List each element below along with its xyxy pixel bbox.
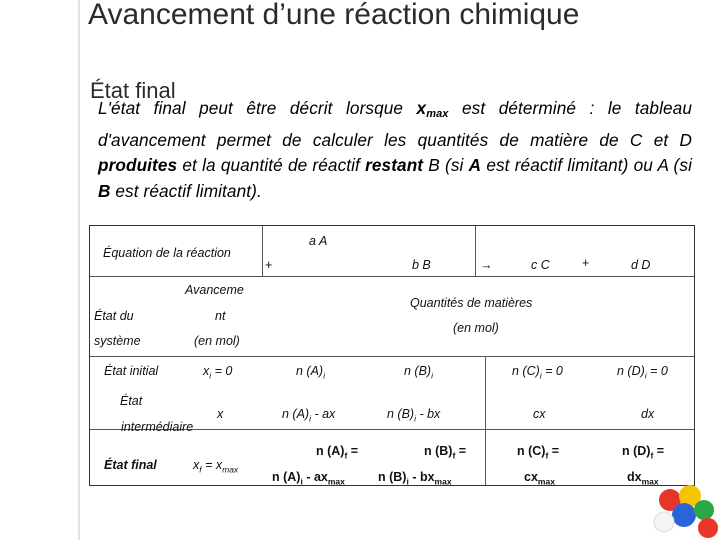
para-restant: restant <box>365 155 424 175</box>
row-inter-label-2: intermédiaire <box>121 420 194 434</box>
para-text-4: B (si <box>423 155 469 175</box>
hdr-quantites-unit: (en mol) <box>453 321 499 335</box>
equation-label: Équation de la réaction <box>103 246 231 260</box>
balloon-red-2 <box>698 518 718 538</box>
row-final-nA-top: n $(A)_f$ = <box>316 444 359 461</box>
row-inter-x: x <box>217 407 224 421</box>
advancement-table <box>89 225 695 486</box>
slide-title: Avancement d’une réaction chimique <box>88 0 580 31</box>
hdr-etat-du: État du <box>94 309 134 323</box>
hdr-avancement-unit: (en mol) <box>194 334 240 348</box>
row-initial-x: $x_i = 0$ <box>203 364 233 381</box>
para-text-1: L'état final peut être décrit lorsque <box>98 98 417 118</box>
row-initial-nC: n $(C)_i = 0$ <box>512 364 563 381</box>
row-final-nC-bot: $cx_{max}$ <box>524 470 555 487</box>
col-divider-b-c <box>485 356 486 485</box>
row-inter-nD: dx <box>641 407 655 421</box>
para-text-3: et la quantité de réactif <box>177 155 366 175</box>
para-A: A <box>468 155 482 175</box>
balloons-decoration <box>648 482 720 540</box>
col-divider-eq <box>262 226 263 276</box>
para-xmax: xmax <box>416 98 449 120</box>
row-inter-nB: n $(B)_i$ - bx <box>387 407 441 424</box>
hdr-avancement-2: nt <box>215 309 226 323</box>
row-inter-nC: cx <box>533 407 546 421</box>
row-inter-nA: n $(A)_i$ - ax <box>282 407 336 424</box>
para-text-6: est réactif limitant). <box>110 180 262 201</box>
hdr-quantites: Quantités de matières <box>410 296 533 310</box>
eq-plus-2: + <box>582 256 590 270</box>
row-final-nB-top: n $(B)_f$ = <box>424 444 467 461</box>
row-divider-initial <box>90 356 694 357</box>
eq-plus-1: + <box>265 258 273 272</box>
explanation-paragraph <box>98 96 692 204</box>
balloon-green <box>694 500 714 520</box>
balloon-blue <box>672 503 696 527</box>
row-final-x: $x_f = x_{max}$ <box>193 458 239 475</box>
row-final-label: État final <box>104 458 157 472</box>
row-final-nA-bot: n $(A)_i - ax_{max}$ <box>272 470 345 487</box>
para-text-2: est déterminé : le tableau d'avancement permet de calculer les quantités de matière de C et D <box>98 98 692 150</box>
slide-subtitle: État final <box>90 78 176 103</box>
row-initial-nD: n $(D)_i = 0$ <box>617 364 668 381</box>
para-produites: produites <box>98 155 178 175</box>
balloon-white <box>654 512 674 532</box>
eq-cC: c C <box>531 258 550 272</box>
row-divider-header <box>90 276 694 277</box>
row-inter-label-1: État <box>120 394 143 408</box>
hdr-systeme: système <box>94 334 141 348</box>
row-final-nD-bot: $dx_{max}$ <box>627 470 659 487</box>
row-final-nD-top: n $(D)_f$ = <box>622 444 665 461</box>
slide-left-rule <box>78 0 80 540</box>
eq-dD: d D <box>631 258 651 272</box>
row-initial-nB: n $(B)_i$ <box>404 364 433 381</box>
row-final-nB-bot: n $(B)_i - bx_{max}$ <box>378 470 452 487</box>
para-B: B <box>98 180 111 201</box>
hdr-avancement-1: Avanceme <box>185 283 244 297</box>
row-final-nC-top: n $(C)_f$ = <box>517 444 560 461</box>
eq-arrow: → <box>480 258 493 272</box>
row-initial-nA: n $(A)_i$ <box>296 364 325 381</box>
para-text-5: est réactif limitant) ou A (si <box>481 155 692 175</box>
row-initial-label: État initial <box>104 364 159 378</box>
col-divider-arrow <box>475 226 476 276</box>
eq-aA: a A <box>309 234 328 248</box>
eq-bB: b B <box>412 258 431 272</box>
